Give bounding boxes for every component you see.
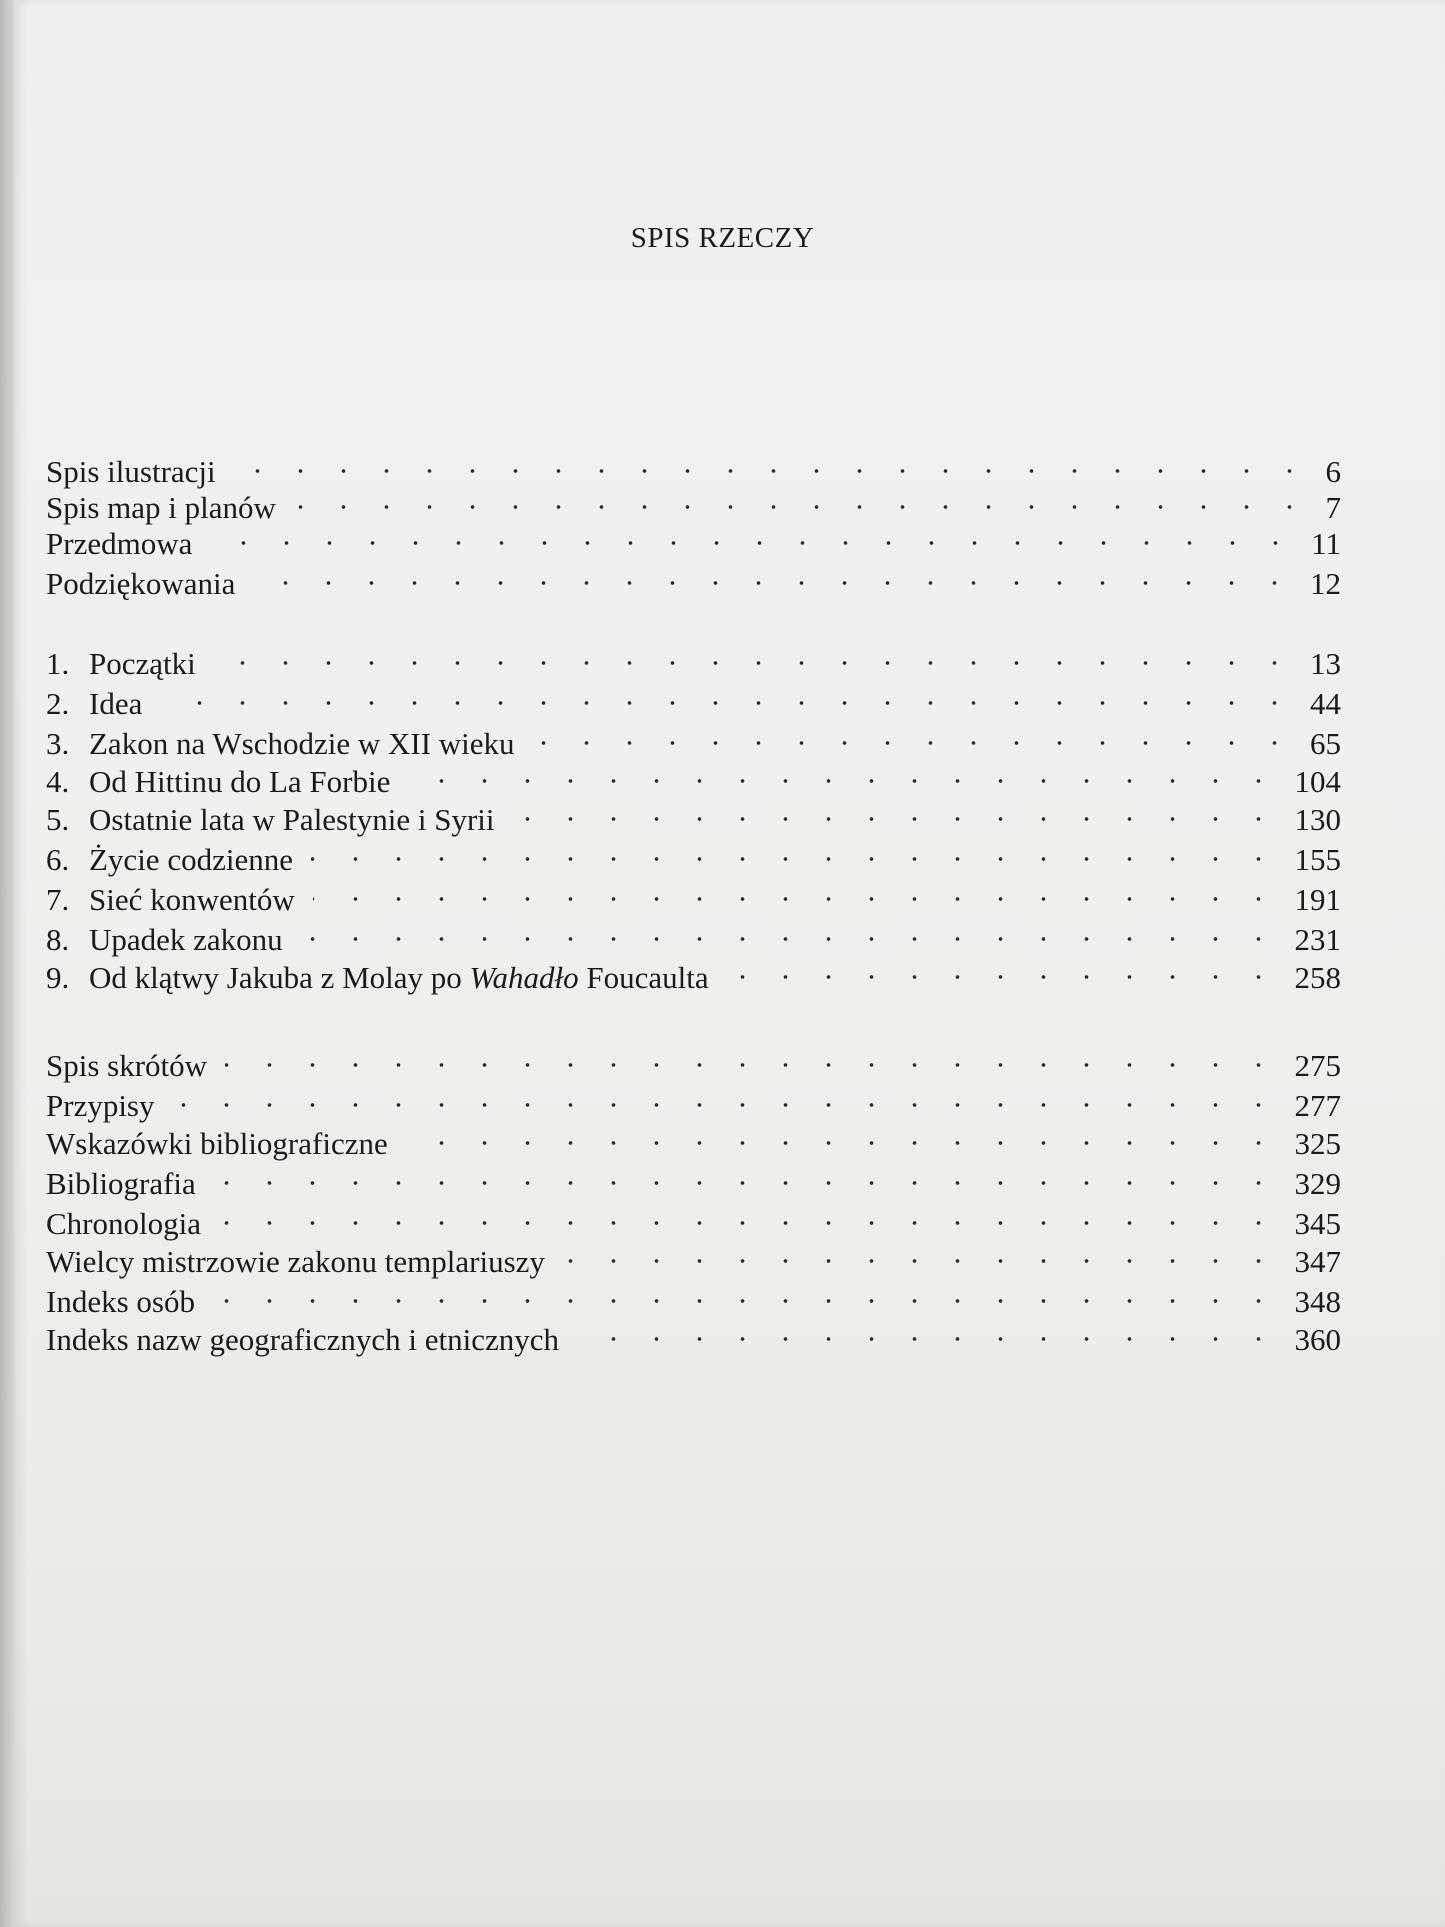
chapter-page: 258 [1294,960,1341,995]
toc-entry-label: Spis map i planów [46,490,276,525]
toc-chapter-9 [46,958,1341,998]
chapter-number: 9. [46,960,70,995]
toc-entry-page: 325 [1294,1126,1341,1161]
leader-dots [406,1136,1280,1150]
toc-entry-back-2 [46,1086,1341,1126]
leader-dots [577,1332,1280,1346]
toc-chapter-8 [46,920,1341,960]
toc-entry-back-8 [46,1320,1341,1360]
leader-dots [214,656,1296,670]
toc-entry-page: 11 [1311,526,1341,561]
chapter-number: 2. [46,686,70,721]
leader-dots [301,932,1280,946]
chapter-title-part: Od klątwy Jakuba z Molay po [89,960,470,995]
page-binding-edge [0,0,14,1927]
leader-dots [234,464,1311,478]
chapter-title: Sieć konwentów [89,882,295,917]
leader-dots [214,1176,1280,1190]
toc-entry-page: 277 [1294,1088,1341,1123]
toc-entry-label: Przypisy [46,1088,155,1123]
toc-entry-label: Chronologia [46,1206,201,1241]
leader-dots [513,812,1280,826]
toc-entry-label: Spis skrótów [46,1048,208,1083]
toc-entry-back-3 [46,1124,1341,1164]
leader-dots [727,970,1280,984]
leader-dots [311,852,1280,866]
toc-entry-label: Bibliografia [46,1166,196,1201]
toc-entry-label: Przedmowa [46,526,193,561]
leader-dots [533,736,1296,750]
chapter-number: 1. [46,646,70,681]
chapter-title: Od Hittinu do La Forbie [89,764,391,799]
leader-dots [160,696,1296,710]
toc-entry-label: Spis ilustracji [46,454,216,489]
toc-chapter-1 [46,644,1341,684]
toc-entry-page: 329 [1294,1166,1341,1201]
toc-entry-label: Indeks osób [46,1284,195,1319]
chapter-page: 231 [1294,922,1341,957]
leader-dots [253,576,1296,590]
toc-entry-page: 12 [1310,566,1341,601]
toc-entry-label: Wskazówki bibliograficzne [46,1126,388,1161]
toc-entry-back-1 [46,1046,1341,1086]
leader-dots [173,1098,1280,1112]
toc-entry-page: 348 [1294,1284,1341,1319]
toc-chapter-5 [46,800,1341,840]
toc-chapter-6 [46,840,1341,880]
toc-entry-back-5 [46,1204,1341,1244]
toc-entry-back-7 [46,1282,1341,1322]
toc-entry-page: 347 [1294,1244,1341,1279]
chapter-title: Zakon na Wschodzie w XII wieku [89,726,515,761]
chapter-page: 65 [1310,726,1341,761]
chapter-number: 7. [46,882,70,917]
chapter-title: Idea [89,686,143,721]
toc-entry-label: Wielcy mistrzowie zakonu templariuszy [46,1244,545,1279]
chapter-title: Życie codzienne [89,842,293,877]
chapter-page: 155 [1294,842,1341,877]
leader-dots [219,1216,1280,1230]
chapter-page: 104 [1294,764,1341,799]
leader-dots [213,1294,1280,1308]
toc-chapter-4 [46,762,1341,802]
toc-entry-page: 7 [1325,490,1341,525]
toc-entry-label: Podziękowania [46,566,236,601]
toc-chapter-2 [46,684,1341,724]
toc-entry-front-1 [46,452,1341,492]
chapter-title [89,958,709,998]
leader-dots [408,774,1280,788]
toc-chapter-3 [46,724,1341,764]
toc-entry-back-4 [46,1164,1341,1204]
chapter-page: 13 [1310,646,1341,681]
chapter-title: Początki [89,646,196,681]
leader-dots [210,536,1297,550]
toc-entry-front-2 [46,488,1341,528]
leader-dots [294,500,1311,514]
chapter-title-part: Foucaulta [578,960,709,995]
leader-dots [225,1058,1280,1072]
page-title: SPIS RZECZY [630,222,815,254]
toc-entry-page: 345 [1294,1206,1341,1241]
chapter-number: 3. [46,726,70,761]
leader-dots [563,1254,1280,1268]
leader-dots [313,892,1280,906]
toc-chapter-7 [46,880,1341,920]
toc-entry-front-4 [46,564,1341,604]
chapter-number: 6. [46,842,70,877]
toc-entry-label: Indeks nazw geograficznych i etnicznych [46,1322,559,1357]
chapter-page: 130 [1294,802,1341,837]
toc-entry-front-3 [46,524,1341,564]
chapter-number: 4. [46,764,70,799]
chapter-page: 191 [1294,882,1341,917]
toc-entry-page: 275 [1294,1048,1341,1083]
chapter-number: 5. [46,802,70,837]
chapter-page: 44 [1310,686,1341,721]
chapter-title-italic: Wahadło [469,960,579,995]
toc-entry-page: 6 [1325,454,1341,489]
toc-entry-back-6 [46,1242,1341,1282]
chapter-number: 8. [46,922,70,957]
chapter-title: Upadek zakonu [89,922,283,957]
chapter-title: Ostatnie lata w Palestynie i Syrii [89,802,495,837]
toc-entry-page: 360 [1294,1322,1341,1357]
